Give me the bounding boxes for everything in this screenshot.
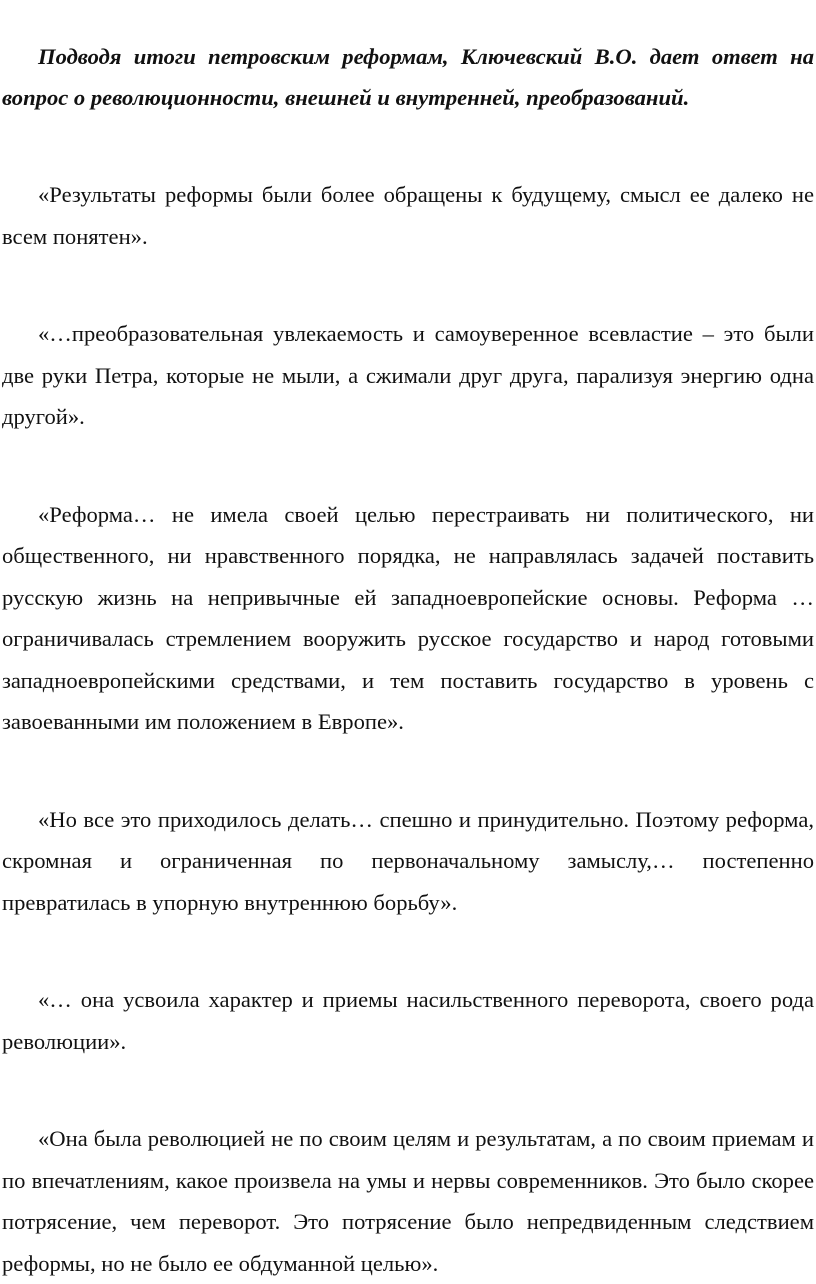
document-heading: Подводя итоги петровским реформам, Ключевский В.О. дает ответ на вопрос о революционности, внешней и внутренней, преобразований. — [2, 44, 814, 110]
quote-paragraph-5: «… она усвоила характер и приемы насильственного переворота, своего рода революции». — [2, 987, 814, 1054]
quote-paragraph-2: «…преобразовательная увлекаемость и самоуверенное всевластие – это были две руки Петра, которые не мыли, а сжимали друг друга, парализуя энергию одна другой». — [2, 321, 814, 429]
quote-paragraph-6: «Она была революцией не по своим целям и результатам, а по своим приемам и по впечатлениям, какое произвела на умы и нервы современников. Это было скорее потрясение, чем переворот. Это потрясение было непредвиденным следствием реформы, но не было ее обдуманной целью». — [2, 1126, 814, 1276]
quote-paragraph-3: «Реформа… не имела своей целью перестраивать ни политического, ни общественного, ни нравственного порядка, не направлялась задачей поставить русскую жизнь на непривычные ей западноевропейские основы. Реформа … ограничивалась стремлением вооружить русское государство и народ готовыми западноевропейскими средствами, и тем поставить государство в уровень с завоеванными им положением в Европе». — [2, 501, 814, 734]
quote-paragraph-1: «Результаты реформы были более обращены к будущему, смысл ее далеко не всем понятен». — [2, 182, 814, 249]
quote-paragraph-4: «Но все это приходилось делать… спешно и принудительно. Поэтому реформа, скромная и ограниченная по первоначальному замыслу,… постепенно превратилась в упорную внутреннюю борьбу». — [2, 806, 814, 915]
